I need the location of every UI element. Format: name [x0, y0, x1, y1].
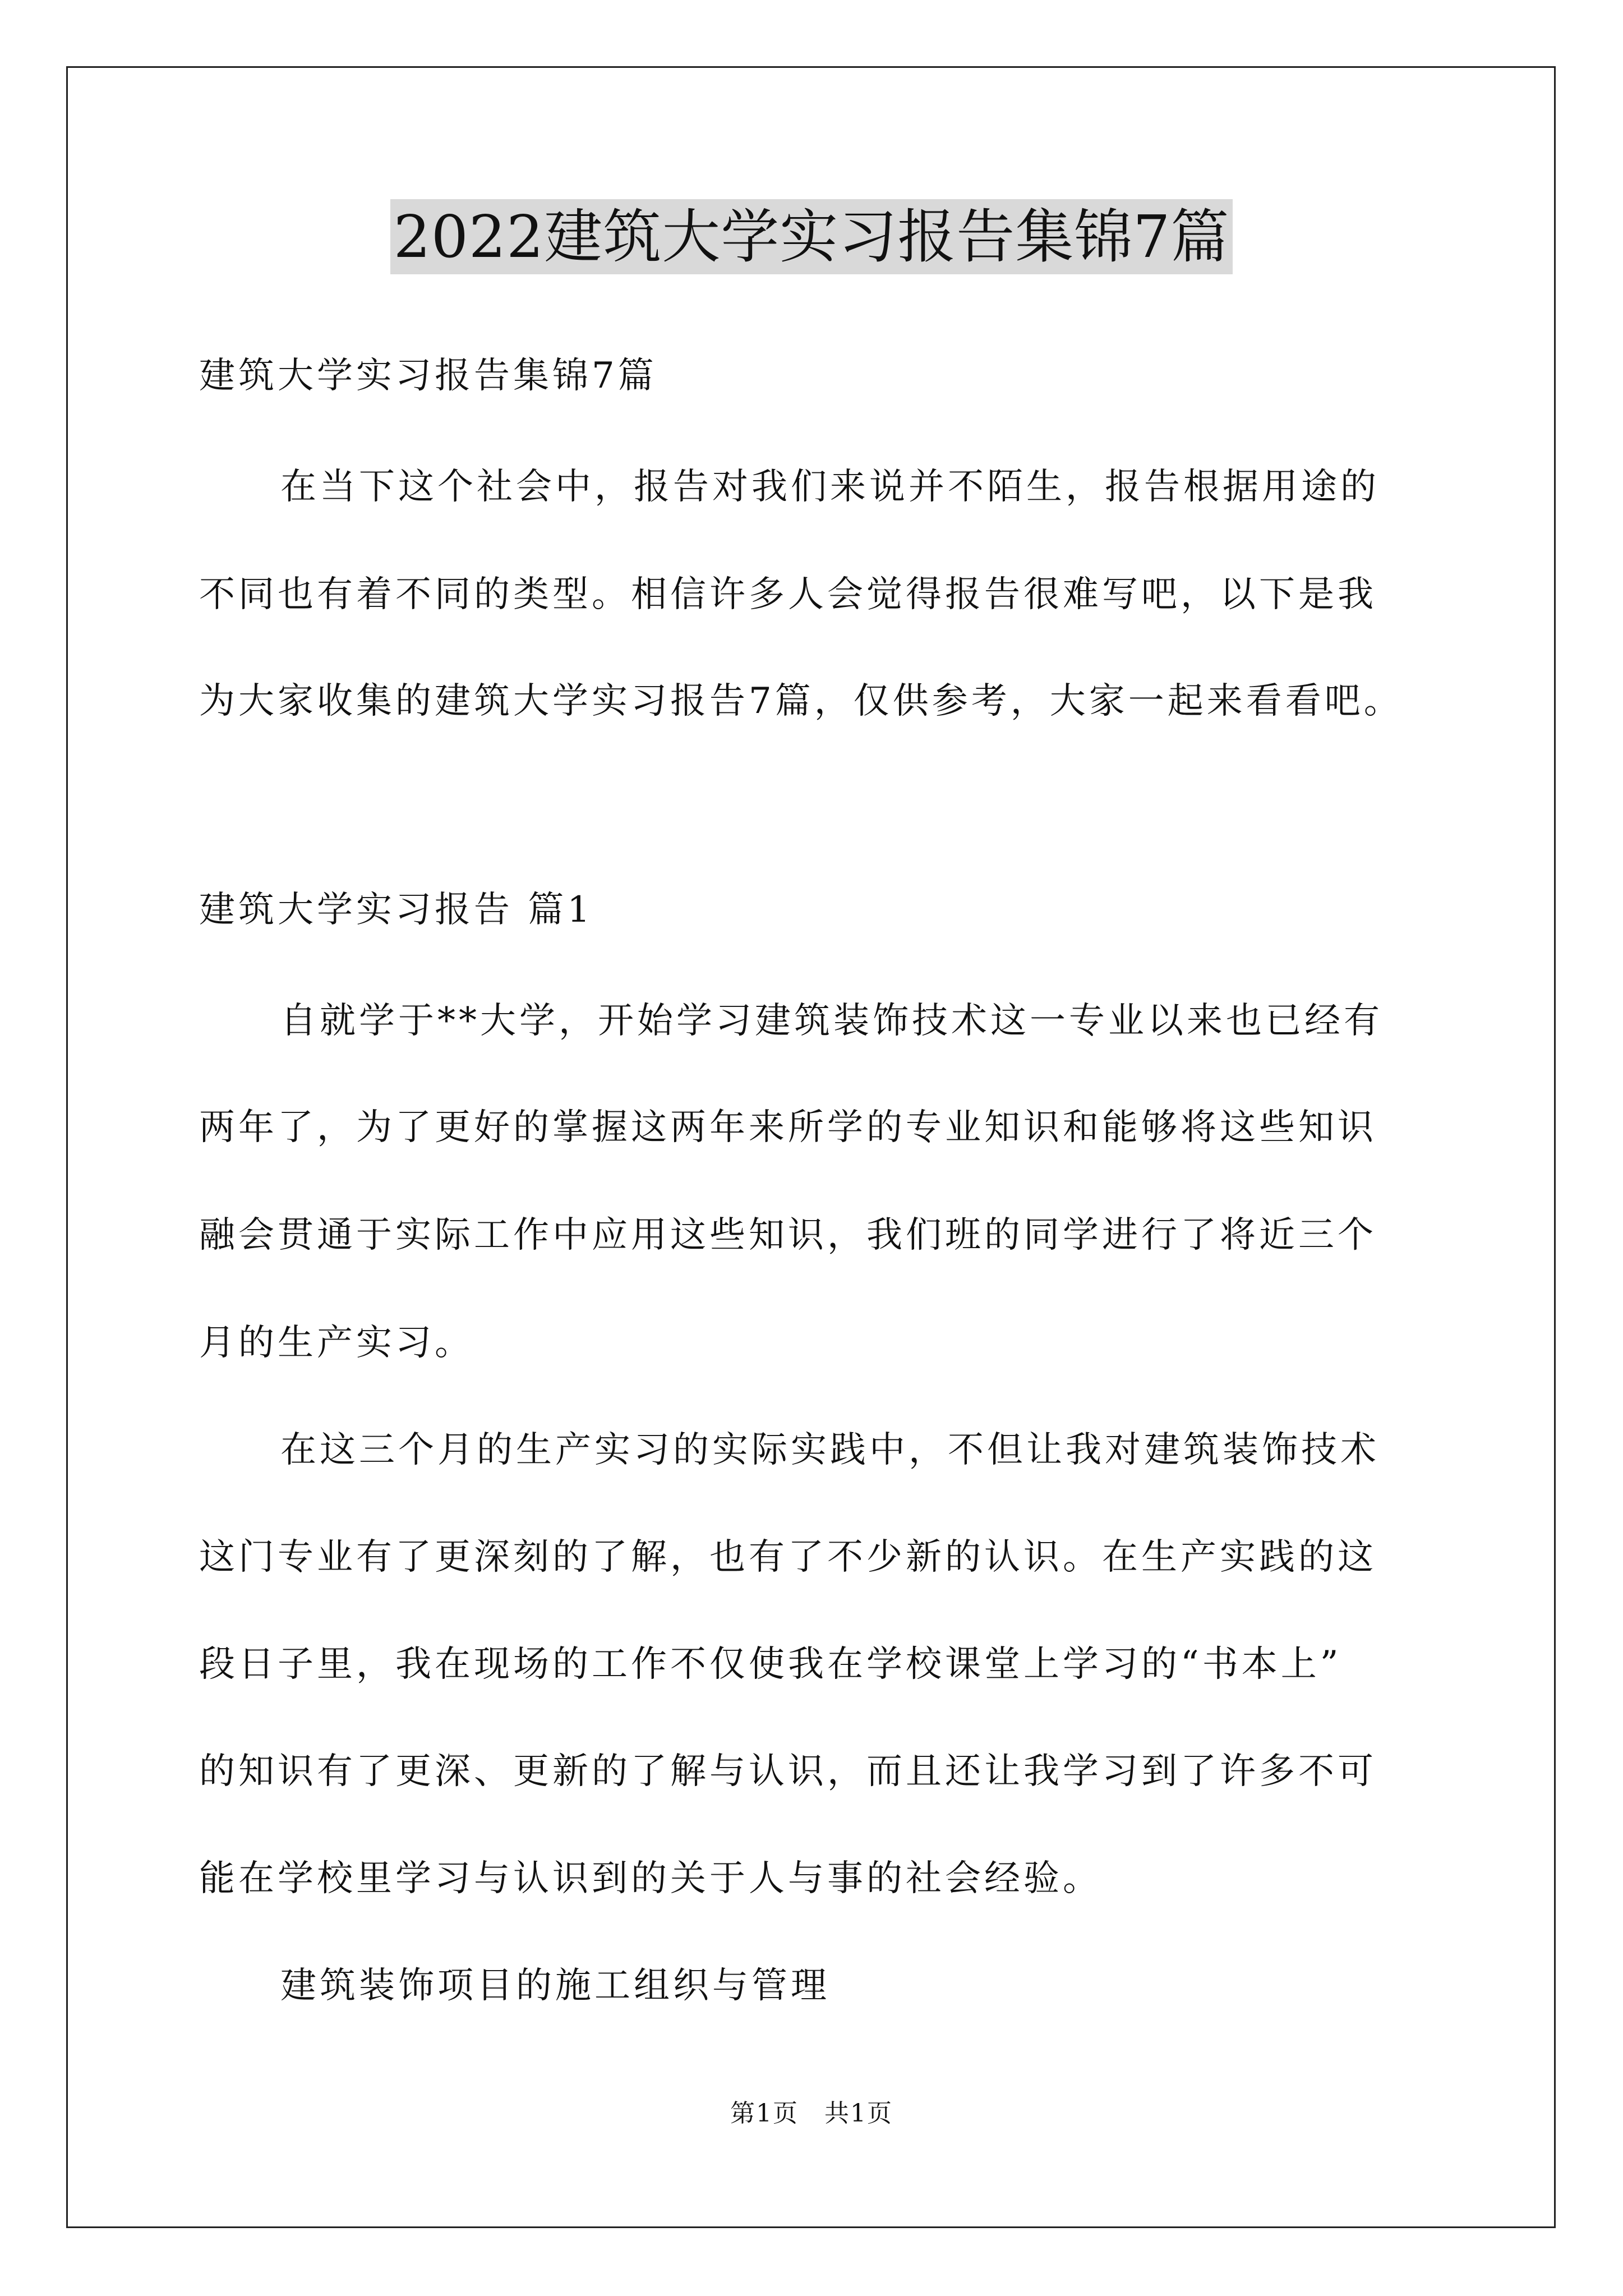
intro-line-3: 为大家收集的建筑大学实习报告7篇，仅供参考，大家一起来看看吧。	[199, 680, 1403, 722]
document-title: 2022建筑大学实习报告集锦7篇	[390, 199, 1233, 274]
intro-line-2: 不同也有着不同的类型。相信许多人会觉得报告很难写吧，以下是我	[199, 574, 1377, 615]
document-subtitle: 建筑大学实习报告集锦7篇	[199, 355, 657, 397]
paragraph-1-line-3: 融会贯通于实际工作中应用这些知识，我们班的同学进行了将近三个	[199, 1214, 1377, 1256]
paragraph-1-line-2: 两年了，为了更好的掌握这两年来所学的专业知识和能够将这些知识	[199, 1107, 1377, 1148]
section-heading: 建筑大学实习报告 篇1	[199, 889, 594, 931]
paragraph-1-line-1: 自就学于**大学，开始学习建筑装饰技术这一专业以来也已经有	[280, 1000, 1383, 1042]
intro-line-1: 在当下这个社会中，报告对我们来说并不陌生，报告根据用途的	[280, 466, 1380, 508]
section-subheading: 建筑装饰项目的施工组织与管理	[280, 1965, 830, 2007]
paragraph-2-line-3: 段日子里，我在现场的工作不仅使我在学校课堂上学习的“书本上”	[199, 1644, 1342, 1685]
paragraph-2-line-5: 能在学校里学习与认识到的关于人与事的社会经验。	[199, 1858, 1102, 1899]
title-container	[0, 199, 1623, 274]
paragraph-2-line-4: 的知识有了更深、更新的了解与认识，而且还让我学习到了许多不可	[199, 1751, 1377, 1792]
page-footer: 第1页 共1页	[730, 2099, 893, 2128]
paragraph-1-line-4: 月的生产实习。	[199, 1322, 474, 1364]
paragraph-2-line-1: 在这三个月的生产实习的实际实践中，不但让我对建筑装饰技术	[280, 1429, 1380, 1471]
paragraph-2-line-2: 这门专业有了更深刻的了解，也有了不少新的认识。在生产实践的这	[199, 1536, 1377, 1578]
